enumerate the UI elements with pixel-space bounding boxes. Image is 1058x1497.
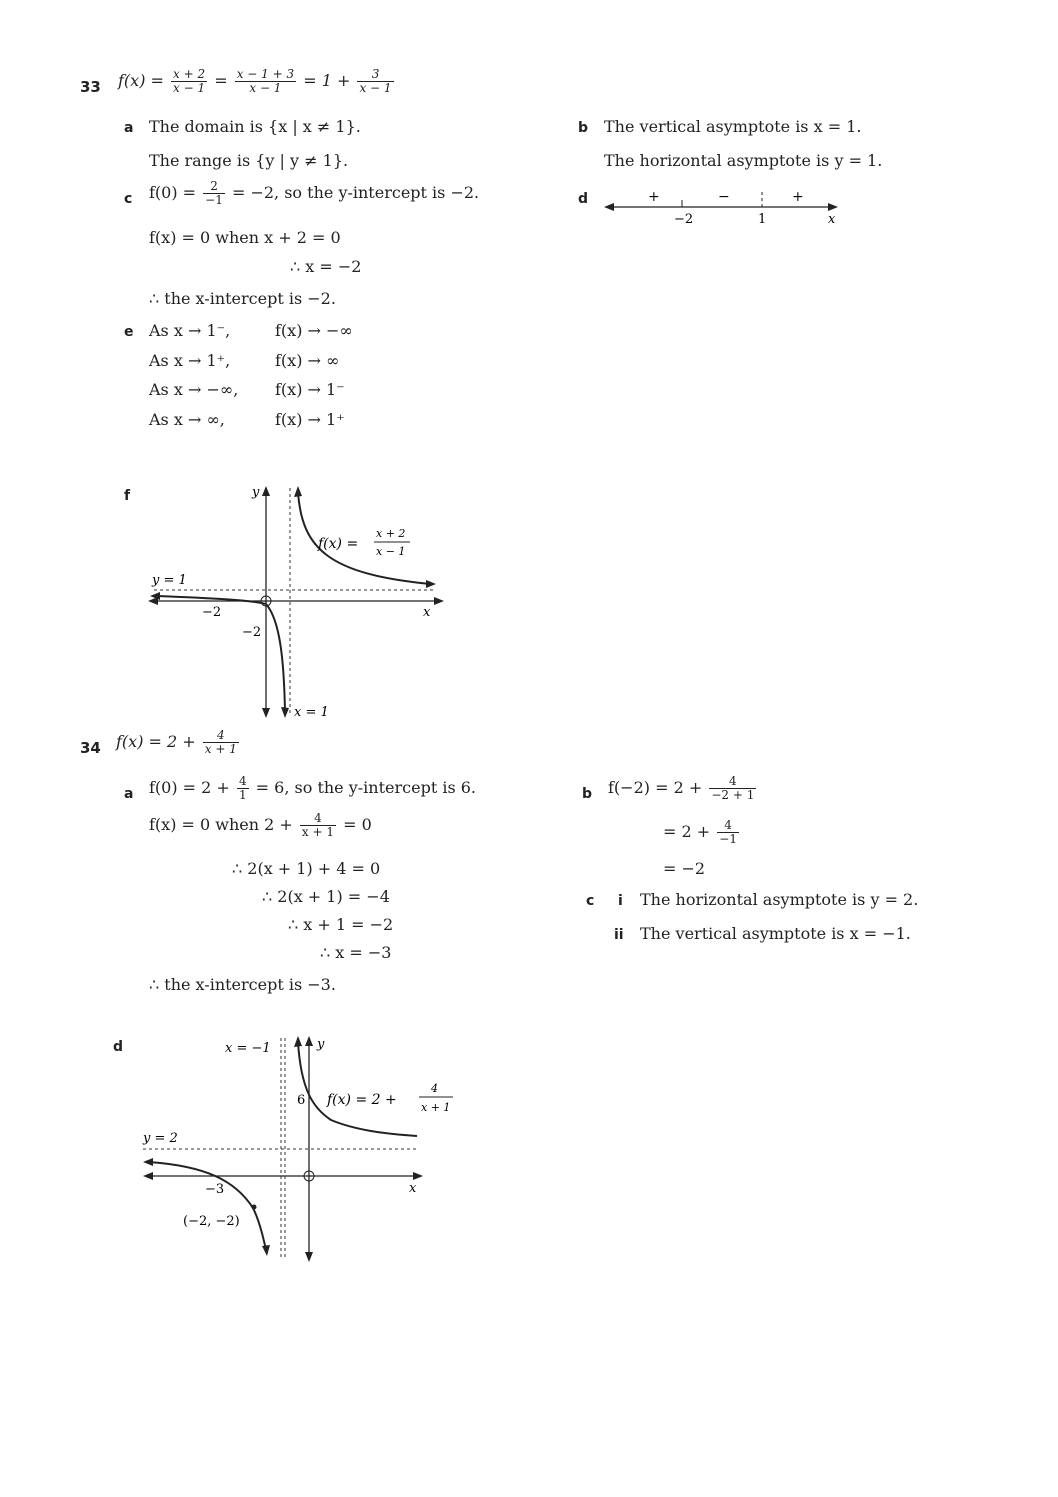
q33-f-label: f (124, 488, 131, 504)
point-label: (−2, −2) (183, 1214, 240, 1229)
q34-graph (135, 1030, 455, 1265)
q33-d-label: d (578, 191, 589, 207)
q33-a-range: The range is {y | y ≠ 1}. (149, 151, 349, 170)
q33-main-equation: f(x) = $\frac{x + 2}{x - 1}$ = $\frac{x - 1 + 3}{x - 1}$ = 1 + $\frac{3}{x - 1}$ (118, 67, 392, 95)
q34-b-line3: = −2 (663, 859, 706, 878)
q33-b-vertical: The vertical asymptote is x = 1. (604, 117, 862, 136)
y-axis-label: y (252, 485, 260, 500)
q34-a-line7: ∴ the x-intercept is −3. (149, 975, 336, 994)
q33-e-label: e (124, 324, 134, 340)
v-asymptote-label: x = 1 (294, 705, 329, 720)
q33-c-line4: ∴ the x-intercept is −2. (149, 289, 336, 308)
q34-c-ii: The vertical asymptote is x = −1. (640, 924, 911, 943)
v-asymptote-label: x = −1 (225, 1041, 271, 1056)
q33-e-row3-left: As x → −∞, (149, 380, 239, 399)
q34-c-label: c (586, 893, 595, 909)
q34-b-label: b (582, 786, 593, 802)
tick-1: 1 (758, 212, 767, 227)
q34-b-line1: f(−2) = 2 + $\frac{4}{-2 + 1}$ (608, 774, 755, 802)
y-axis-label: y (317, 1037, 325, 1052)
q33-c-line2: f(x) = 0 when x + 2 = 0 (149, 228, 341, 247)
q34-c-i-label: i (618, 893, 623, 909)
q34-d-label: d (113, 1039, 124, 1055)
function-label-den: x − 1 (376, 545, 406, 558)
h-asymptote-label: y = 1 (152, 573, 187, 588)
q34-c-i: The horizontal asymptote is y = 2. (640, 890, 919, 909)
q33-graph (140, 480, 450, 725)
q33-e-row1-left: As x → 1⁻, (149, 321, 231, 340)
q34-a-line5: ∴ x + 1 = −2 (288, 915, 394, 934)
q33-e-row4-right: f(x) → 1⁺ (275, 410, 345, 429)
x-intercept-label: −3 (205, 1182, 225, 1197)
q34-a-line4: ∴ 2(x + 1) = −4 (262, 887, 390, 906)
q33-c-label: c (124, 191, 133, 207)
curve-right (298, 1042, 417, 1136)
q34-number: 34 (80, 739, 101, 757)
y-intercept-label: −2 (242, 625, 262, 640)
q34-a-line3: ∴ 2(x + 1) + 4 = 0 (232, 859, 381, 878)
q34-a-line1: f(0) = 2 + $\frac{4}{1}$ = 6, so the y-intercept is 6. (149, 774, 477, 802)
function-label-den: x + 1 (421, 1101, 451, 1114)
sign-3: + (792, 189, 804, 205)
q33-sign-diagram (600, 182, 850, 230)
q33-a-label: a (124, 120, 134, 136)
function-label-num: x + 2 (376, 527, 406, 540)
q33-number: 33 (80, 78, 101, 96)
q34-a-line6: ∴ x = −3 (320, 943, 392, 962)
point-marker (252, 1205, 257, 1210)
x-axis-label: x (409, 1181, 417, 1196)
q33-c-line1: f(0) = $\frac{2}{-1}$ = −2, so the y-intercept is −2. (149, 179, 480, 207)
curve-left (149, 1162, 266, 1250)
q34-b-line2: = 2 + $\frac{4}{-1}$ (663, 818, 737, 846)
q34-a-line2: f(x) = 0 when 2 + $\frac{4}{x + 1}$ = 0 (149, 811, 372, 839)
q33-a-domain: The domain is {x | x ≠ 1}. (149, 117, 361, 136)
q33-c-line3: ∴ x = −2 (290, 257, 362, 276)
y-intercept-label: 6 (297, 1093, 306, 1108)
function-label-num: 4 (431, 1082, 438, 1095)
q33-b-horizontal: The horizontal asymptote is y = 1. (604, 151, 883, 170)
q34-c-ii-label: ii (614, 927, 624, 943)
q33-e-row2-right: f(x) → ∞ (275, 351, 340, 370)
x-axis-label: x (423, 605, 431, 620)
q34-main-equation: f(x) = 2 + $\frac{4}{x + 1}$ (116, 728, 237, 756)
sign-2: − (718, 189, 730, 205)
q33-e-row4-left: As x → ∞, (149, 410, 225, 429)
sign-1: + (648, 189, 660, 205)
tick-neg2: −2 (674, 212, 694, 227)
q33-b-label: b (578, 120, 589, 136)
q33-e-row3-right: f(x) → 1⁻ (275, 380, 345, 399)
q33-e-row2-left: As x → 1⁺, (149, 351, 231, 370)
h-asymptote-label: y = 2 (143, 1131, 178, 1146)
function-label: f(x) = (318, 536, 359, 552)
q33-e-row1-right: f(x) → −∞ (275, 321, 353, 340)
x-intercept-label: −2 (202, 605, 222, 620)
q34-a-label: a (124, 786, 134, 802)
function-label: f(x) = 2 + (327, 1092, 397, 1108)
axis-x: x (828, 212, 836, 227)
